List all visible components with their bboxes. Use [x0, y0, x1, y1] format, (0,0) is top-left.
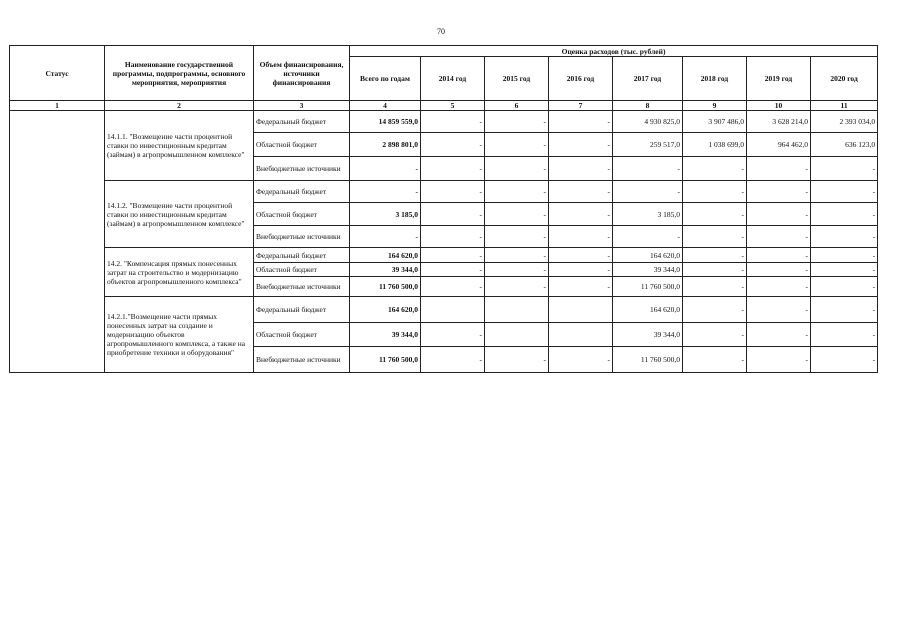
year-value	[421, 297, 485, 323]
year-value: -	[683, 347, 747, 373]
year-value: -	[549, 133, 613, 157]
year-value: -	[421, 111, 485, 133]
status-cell	[10, 111, 105, 373]
header-year: 2018 год	[683, 57, 747, 101]
column-number: 3	[254, 101, 350, 111]
funding-source: Внебюджетные источники	[254, 157, 350, 181]
year-value: -	[811, 226, 878, 248]
total-value: 164 620,0	[350, 297, 421, 323]
year-value: -	[683, 263, 747, 277]
year-value: -	[421, 263, 485, 277]
total-value: -	[350, 181, 421, 203]
year-value: -	[485, 248, 549, 263]
year-value: -	[683, 181, 747, 203]
year-value: -	[549, 347, 613, 373]
header-estimate: Оценка расходов (тыс. рублей)	[350, 46, 878, 57]
budget-table	[9, 45, 878, 373]
header-year: 2017 год	[613, 57, 683, 101]
total-value: -	[350, 226, 421, 248]
year-value: -	[811, 181, 878, 203]
funding-source: Областной бюджет	[254, 263, 350, 277]
year-value: -	[747, 203, 811, 226]
year-value: -	[549, 157, 613, 181]
year-value: -	[421, 157, 485, 181]
year-value: -	[485, 277, 549, 297]
total-value: 39 344,0	[350, 263, 421, 277]
year-value: -	[485, 226, 549, 248]
funding-source: Областной бюджет	[254, 133, 350, 157]
year-value: -	[421, 277, 485, 297]
year-value: -	[485, 181, 549, 203]
year-value: -	[747, 248, 811, 263]
column-number: 9	[683, 101, 747, 111]
year-value: 3 907 486,0	[683, 111, 747, 133]
table-row	[10, 248, 878, 263]
header-volume: Объем финансирования, источники финансирования	[254, 46, 350, 101]
year-value: 11 760 500,0	[613, 277, 683, 297]
year-value	[549, 323, 613, 347]
header-year: 2016 год	[549, 57, 613, 101]
year-value: -	[683, 277, 747, 297]
year-value: -	[549, 111, 613, 133]
year-value: -	[549, 277, 613, 297]
year-value: -	[683, 248, 747, 263]
year-value: -	[747, 277, 811, 297]
column-number: 7	[549, 101, 613, 111]
funding-source: Федеральный бюджет	[254, 297, 350, 323]
year-value: 39 344,0	[613, 263, 683, 277]
page-number: 70	[437, 27, 445, 36]
funding-source: Федеральный бюджет	[254, 111, 350, 133]
column-number: 11	[811, 101, 878, 111]
year-value: -	[747, 181, 811, 203]
year-value: -	[549, 181, 613, 203]
year-value: -	[683, 203, 747, 226]
year-value: 636 123,0	[811, 133, 878, 157]
total-value: 2 898 801,0	[350, 133, 421, 157]
year-value: -	[747, 226, 811, 248]
funding-source: Внебюджетные источники	[254, 277, 350, 297]
total-value: 3 185,0	[350, 203, 421, 226]
total-value: 39 344,0	[350, 323, 421, 347]
year-value: -	[747, 297, 811, 323]
column-number: 10	[747, 101, 811, 111]
header-status: Статус	[10, 46, 105, 101]
year-value: 164 620,0	[613, 297, 683, 323]
year-value: -	[613, 181, 683, 203]
year-value: -	[811, 157, 878, 181]
year-value: 3 185,0	[613, 203, 683, 226]
year-value: -	[747, 347, 811, 373]
year-value: -	[485, 203, 549, 226]
total-value: -	[350, 157, 421, 181]
year-value: -	[485, 263, 549, 277]
year-value: 964 462,0	[747, 133, 811, 157]
measure-name: 14.1.2. "Возмещение части процентной ставки по инвестиционным кредитам (займам) в агропромышленном комплексе"	[105, 181, 254, 248]
year-value: -	[485, 157, 549, 181]
year-value: -	[421, 248, 485, 263]
year-value: -	[747, 263, 811, 277]
year-value: -	[549, 203, 613, 226]
year-value: -	[549, 263, 613, 277]
year-value: -	[549, 248, 613, 263]
year-value: 3 628 214,0	[747, 111, 811, 133]
year-value: -	[683, 226, 747, 248]
year-value: -	[421, 347, 485, 373]
year-value: 11 760 500,0	[613, 347, 683, 373]
year-value: -	[613, 226, 683, 248]
funding-source: Областной бюджет	[254, 203, 350, 226]
year-value: -	[683, 323, 747, 347]
header-year: 2014 год	[421, 57, 485, 101]
measure-name: 14.2.1."Возмещение части прямых понесенных затрат на создание и модернизацию объектов агропромышленного комплекса, а также на приобретение техники и оборудования"	[105, 297, 254, 373]
header-year: 2020 год	[811, 57, 878, 101]
year-value: 39 344,0	[613, 323, 683, 347]
column-number: 8	[613, 101, 683, 111]
column-number: 2	[105, 101, 254, 111]
funding-source: Областной бюджет	[254, 323, 350, 347]
total-value: 11 760 500,0	[350, 347, 421, 373]
year-value: -	[613, 157, 683, 181]
funding-source: Федеральный бюджет	[254, 248, 350, 263]
header-year: 2019 год	[747, 57, 811, 101]
year-value: 259 517,0	[613, 133, 683, 157]
table-row	[10, 181, 878, 203]
year-value: -	[485, 347, 549, 373]
year-value: 4 930 825,0	[613, 111, 683, 133]
column-number: 5	[421, 101, 485, 111]
year-value	[485, 297, 549, 323]
table-body	[10, 111, 878, 373]
year-value: -	[683, 157, 747, 181]
year-value: -	[421, 323, 485, 347]
year-value: 2 393 034,0	[811, 111, 878, 133]
year-value: -	[421, 203, 485, 226]
year-value: -	[811, 277, 878, 297]
column-number: 4	[350, 101, 421, 111]
table-row	[10, 111, 878, 133]
measure-name: 14.2. "Компенсация прямых понесенных затрат на строительство и модернизацию объектов агропромышленного комплекса"	[105, 248, 254, 297]
year-value: -	[811, 263, 878, 277]
year-value	[485, 323, 549, 347]
total-value: 164 620,0	[350, 248, 421, 263]
year-value	[549, 297, 613, 323]
column-number: 6	[485, 101, 549, 111]
total-value: 11 760 500,0	[350, 277, 421, 297]
year-value: -	[549, 226, 613, 248]
year-value: 164 620,0	[613, 248, 683, 263]
year-value: -	[811, 248, 878, 263]
year-value: -	[811, 347, 878, 373]
header-total: Всего по годам	[350, 57, 421, 101]
measure-name: 14.1.1. "Возмещение части процентной ставки по инвестиционным кредитам (займам) в агропромышленном комплексе"	[105, 111, 254, 181]
year-value: -	[421, 226, 485, 248]
table-row	[10, 297, 878, 323]
header-year: 2015 год	[485, 57, 549, 101]
year-value: -	[747, 323, 811, 347]
funding-source: Федеральный бюджет	[254, 181, 350, 203]
header-program-name: Наименование государственной программы, подпрограммы, основного мероприятия, мероприятия	[105, 46, 254, 101]
year-value: -	[811, 323, 878, 347]
total-value: 14 859 559,0	[350, 111, 421, 133]
year-value: -	[683, 297, 747, 323]
year-value: -	[421, 133, 485, 157]
column-number: 1	[10, 101, 105, 111]
year-value: -	[485, 111, 549, 133]
year-value: -	[811, 203, 878, 226]
year-value: -	[485, 133, 549, 157]
funding-source: Внебюджетные источники	[254, 347, 350, 373]
funding-source: Внебюджетные источники	[254, 226, 350, 248]
year-value: 1 038 699,0	[683, 133, 747, 157]
year-value: -	[421, 181, 485, 203]
year-value: -	[811, 297, 878, 323]
year-value: -	[747, 157, 811, 181]
